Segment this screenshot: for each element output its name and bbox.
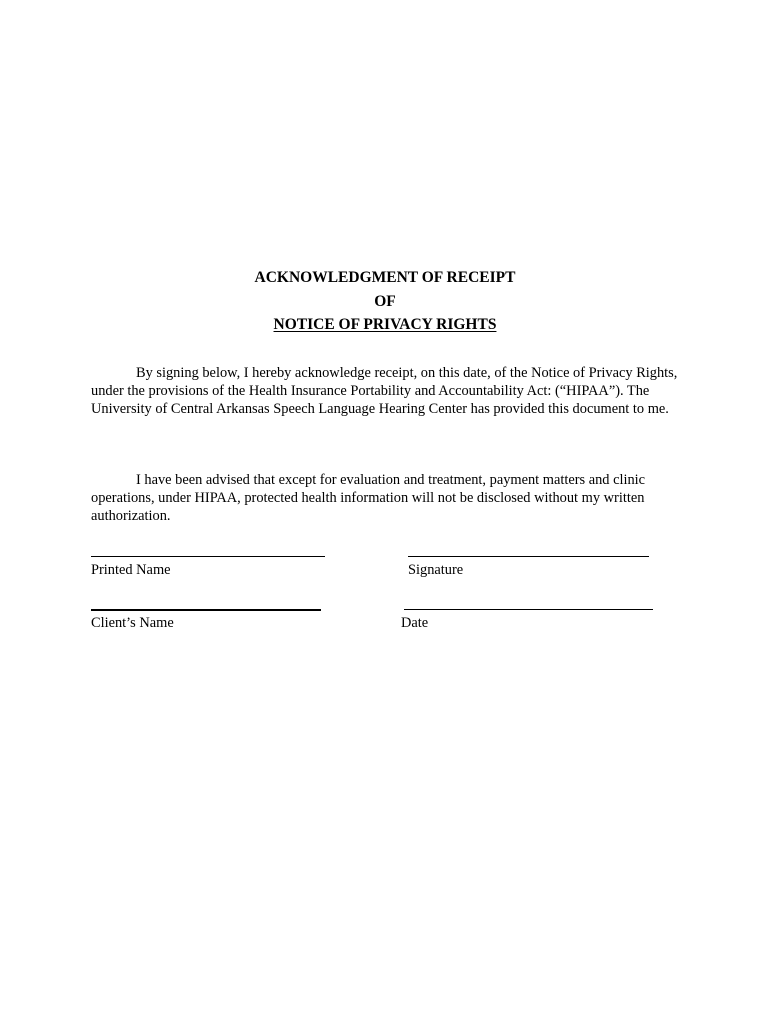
- acknowledgment-paragraph: By signing below, I hereby acknowledge receipt, on this date, of the Notice of Privacy Rights, under the provisions of the Health Insurance Portability and Accountability Act: (“HIPAA”). The University of Central Arkansas Speech Language Hearing Center has provided this document to me.: [91, 365, 678, 417]
- document-title: [0, 266, 770, 337]
- signature-line[interactable]: [408, 556, 649, 557]
- advisory-paragraph: I have been advised that except for evaluation and treatment, payment matters and clinic operations, under HIPAA, protected health information will not be disclosed without my written authorization.: [91, 472, 646, 524]
- title-line-notice: NOTICE OF PRIVACY RIGHTS: [273, 316, 497, 333]
- clients-name-label: Client’s Name: [91, 615, 174, 631]
- clients-name-line[interactable]: [91, 609, 321, 611]
- title-line-acknowledgment: ACKNOWLEDGMENT OF RECEIPT: [254, 269, 516, 286]
- date-line[interactable]: [404, 609, 653, 610]
- date-label: Date: [401, 615, 429, 631]
- printed-name-label: Printed Name: [91, 562, 171, 578]
- signature-label: Signature: [408, 562, 464, 578]
- printed-name-line[interactable]: [91, 556, 325, 557]
- title-line-of: OF: [374, 292, 396, 310]
